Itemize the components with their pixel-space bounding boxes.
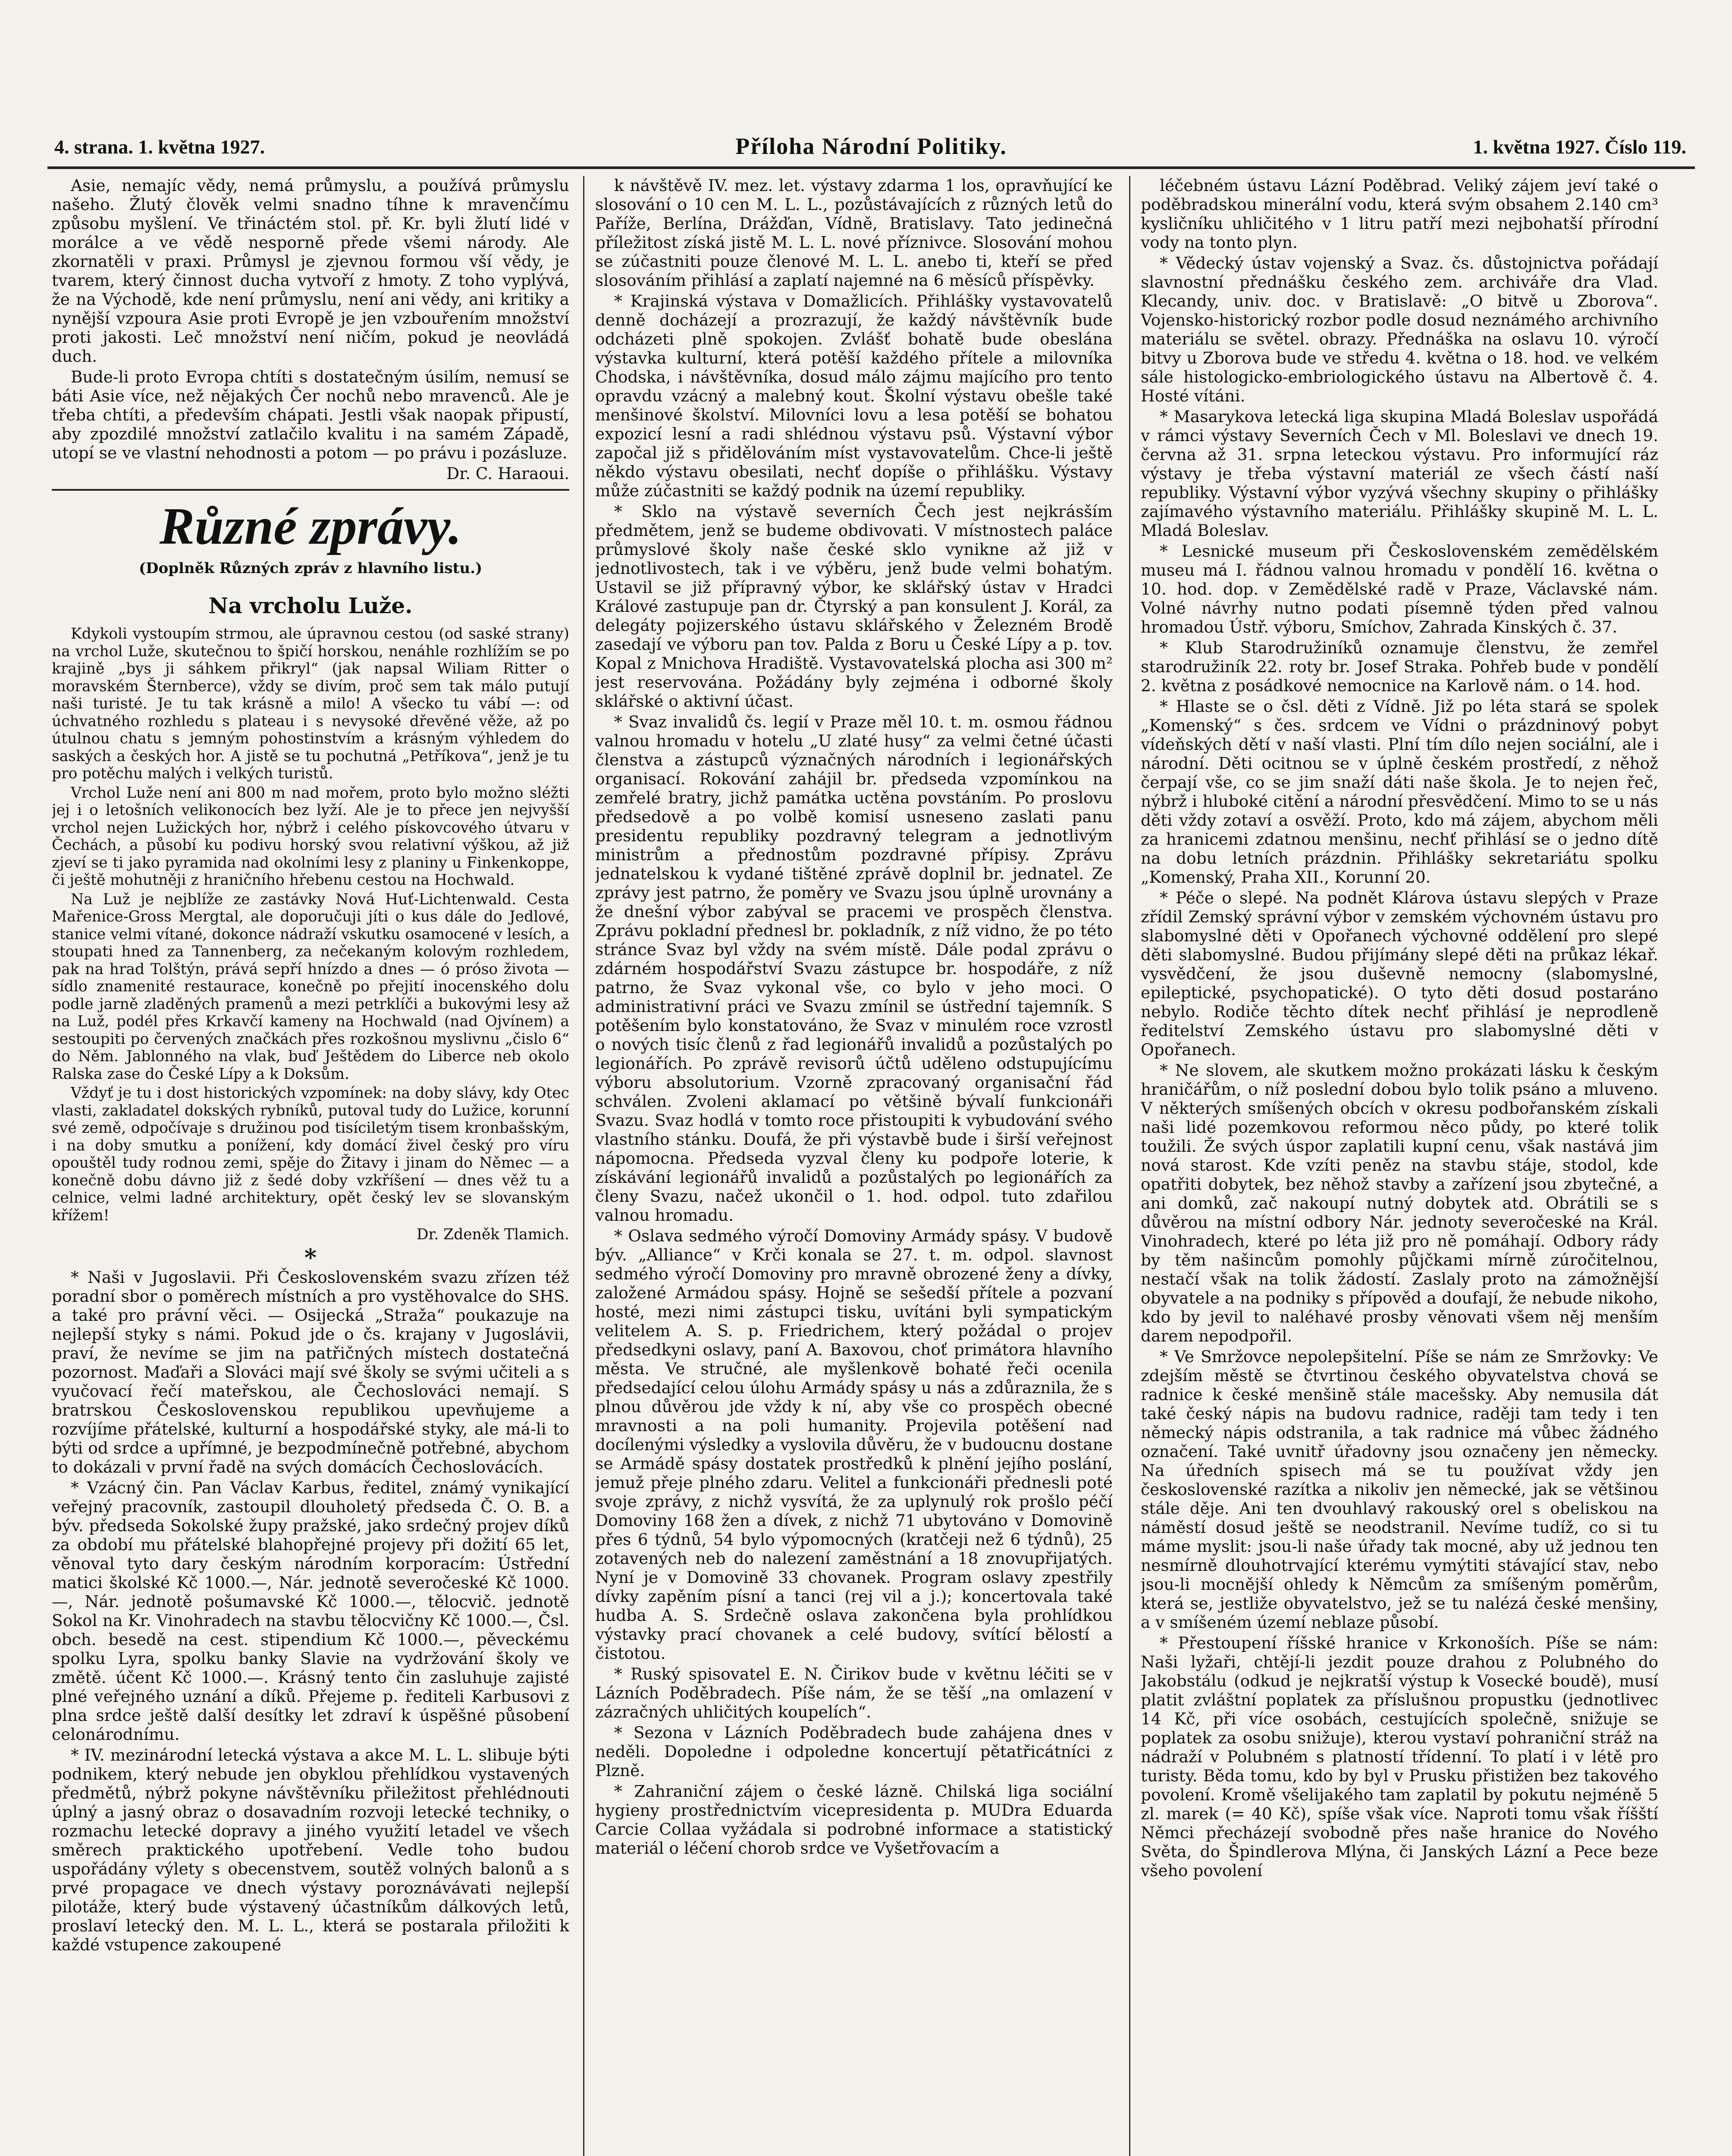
- page-number-date: 4. strana. 1. května 1927.: [54, 136, 265, 158]
- news-item: * Sklo na výstavě severních Čech jest nejkrásším předmětem, jenž se budeme obdivovati. V místnostech paláce průmyslové školy naše české sklo vynikne až již v jednotlivostech, tak i ve výběru, jenž bude velmi bohatým. Ustavil se již přípravný výbor, ke sklářský ústav v Hradci Králové zastupuje pan dr. Čtyrský a pan konsulent J. Korál, za delegáty pojizerského ústavu sklářského v Železném Brodě zasedají ve výboru pan tov. Palda z Boru u České Lípy a p. tov. Kopal z Mnichova Hradiště. Vystavovatelská plocha asi 300 m² jest reservována. Požádány byly zejména i odborné školy sklářské o aktivní účast.: [595, 502, 1113, 711]
- article-headline: Na vrcholu Luže.: [208, 593, 413, 618]
- article-paragraph: Vždyť je tu i dost historických vzpomínek: na doby slávy, kdy Otec vlasti, zakladatel dokských rybníků, putoval tudy do Lužice, korunní své země, odpočívaje s družinou pod tisíciletým tisem kronbašským, i na doby smutku a ponížení, kdy domácí živel český pro víru opouštěl tudy rodnou zemi, spěje do Žitavy i jinam do Němec — a konečně dobu dávno již z šedé doby vzkříšení — dnes věž tu a celnice, velmi ladné architektury, opět český lev se slovanským křížem!: [52, 1084, 569, 1224]
- news-item: * Ne slovem, ale skutkem možno prokázati lásku k českým hraničářům, o níž poslední dobou bylo tolik psáno a mluveno. V některých smíšených obcích v okresu podbořanském získali naši lidé pozemkovou reformou něco půdy, po které tolik toužili. Že svých úspor zaplatili kupní cenu, však nastává jim nová starost. Kde vzíti peněz na stavbu stáje, stodol, kde opatřiti dobytek, bez něhož stavby a zařízení jsou zbytečné, a ani domků, zač nakoupí nutný dobytek atd. Obrátili se s důvěrou na místní odbory Nár. jednoty severočeské na Král. Vinohradech, které po léta již pro ně pomáhají. Odbory rády by těm našincům pomohly půjčkami mírně zúročitelnou, nestačí však na tolik žádostí. Zaslaly proto na zámožnější obyvatele a na podniky s přípověd a doufají, že nebude nikoho, kdo by jevil to naléhavé prosby věnovati všem něj menším darem nepodpořil.: [1141, 1061, 1658, 1345]
- news-item: * Klub Starodružiníků oznamuje členstvu, že zemřel starodružiník 22. roty br. Josef Straka. Pohřeb bude v pondělí 2. května z posádkové nemocnice na Karlově nám. o 14. hod.: [1141, 638, 1658, 695]
- news-item: * Hlaste se o čsl. děti z Vídně. Již po léta stará se spolek „Komenský“ s čes. srdcem ve Vídni o prázdninový pobyt vídeňských dětí v naší vlasti. Plní tím dílo nejen sociální, ale i národní. Děti ocitnou se v úplně českém prostředí, z něhož čerpají vše, co se jim snaží dáti naše škola. Je to nejen řeč, nýbrž i hluboké citění a národní přesvědčení. Mimo to se u nás děti vždy zotaví a osvěží. Proto, kdo má zájem, abychom měli za hranicemi zdatnou menšinu, nechť přihlásí se o jedno dítě na dobu letních prázdnin. Přihlášky sekretariátu spolku „Komenský, Praha XII., Korunní 20.: [1141, 697, 1658, 887]
- news-item: * IV. mezinárodní letecká výstava a akce M. L. L. slibuje býti podnikem, který nebude jen obyklou přehlídkou vystavených předmětů, nýbrž pokyne návštěvníku přiležitost přehlédnouti úplný a jasný obraz o dosavadním rozvoji letecké techniky, o rozmachu letecké dopravy a jiného využití letadel ve všech směrech praktického upotřebení. Vedle toho budou uspořádány výlety s obecenstvem, soutěž volných balonů a s prvé propagace ve dnech výstavy poroznávávati nejlepší pilotáže, který bude výstavený účastníkům dálkových letů, proslaví letecký den. M. L. L., která se postarala přiložiti k každé vstupence zakoupené: [52, 1745, 569, 1954]
- section-divider: [52, 489, 569, 491]
- column-3: [1141, 176, 1658, 2156]
- news-item: * Naši v Jugoslavii. Při Československém svazu zřízen též poradní sbor o poměrech místních a pro vystěhovalce do SHS. a také pro právní věci. — Osijecká „Straža“ poukazuje na nejlepší styky s námi. Pokud jde o čs. krajany v Jugoslávii, praví, že nevíme se jim na patřičných místech dostatečná pozornost. Maďaři a Slováci mají své školy se svými učiteli a s vyučovací řečí mateřskou, ale Čechoslováci nemají. S bratrskou Československou republikou upevňujeme a rozvíjíme přátelské, kulturní a hospodářské styky, ale má-li to býti od srdce a upřímné, je bezpodmínečně potřebné, abychom to dokázali v první řadě na svých domácích Čechoslovácích.: [52, 1267, 569, 1476]
- news-item: * Svaz invalidů čs. legií v Praze měl 10. t. m. osmou řádnou valnou hromadu v hotelu „U zlaté husy“ za velmi četné účasti členstva a zástupců význačných národních i legionářských organisací. Rokování zahájil br. předseda vzpomínkou na zemřelé bratry, jichž památka uctěna povstáním. Po proslovu předsedově a po volbě komisí usneseno zaslati panu presidentu republiky pozdravný telegram a jednotlivým ministrům a přednostům pozdravné přípisy. Zprávu jednatelskou k vydané tištěné zprávě doplnil br. jednatel. Ze zprávy jest patrno, že poměry ve Svazu jsou úplně urovnány a že dnešní výbor zabýval se pracemi ve prospěch členstva. Zprávu pokladní přednesl br. pokladník, z níž vidno, že po této stránce Svaz byl vždy na svém místě. Dále podal zprávu o zdárném hospodářství Svazu zástupce br. hospodáře, z níž patrno, že Svaz vykonal vše, co bylo v jeho moci. O administrativní práci ve Svazu zmínil se ústřední tajemník. S potěšením bylo konstatováno, že Svaz v minulém roce vzrostl o nových tisíc členů z řad legionářů invalidů a pozůstalých po legionářích. Po zprávě revisorů účtů uděleno odstupujícímu výboru absolutorium. Vzorně zpracovaný organisační řád schválen. Zvoleni aklamací po většině bývalí funkcionáři Svazu. Svaz hodlá v tomto roce přistoupiti k vybudování svého vlastního stánku. Doufá, že při výstavbě bude i širší veřejnost nápomocna. Předseda vyzval členy ku podpoře loterie, k získávání legionářů invalidů a pozůstalých po legionářích za členy Svazu, načež ukončil o 1. hod. odpol. tuto zdařilou valnou hromadu.: [595, 712, 1113, 1225]
- supplement-title: Příloha Národní Politiky.: [735, 133, 1007, 159]
- issue-date-number: 1. května 1927. Číslo 119.: [1473, 136, 1686, 158]
- news-item: * Masarykova letecká liga skupina Mladá Boleslav uspořádá v rámci výstavy Severních Čech v Ml. Boleslavi ve dnech 19. června až 31. srpna leteckou výstavu. Pro informující ráz výstavy je třeba výstavní materiál ze všech částí naší republiky. Výstavní výbor vyzývá všechny skupiny o přihlášky zajímavého výstavního materiálu. Přihlášky skupině M. L. L. Mladá Boleslav.: [1141, 407, 1658, 540]
- masthead: [47, 129, 1695, 169]
- newspaper-page: [47, 129, 1695, 2156]
- article-paragraph: Asie, nemajíc vědy, nemá průmyslu, a používá průmyslu našeho. Žlutý člověk velmi snadno tíhne k mravenčímu způsobu myšlení. Ve třináctém stol. př. Kr. byli žlutí lidé v morálce a ve vědě nesporně přede všemi národy. Ale zkornatěli v praxi. Průmysl je zjevnou formou vší vědy, je tvarem, který činnost ducha vytvoří z hmoty. Z toho vyplývá, že na Východě, kde není průmyslu, není ani vědy, ani kritiky a nynější vzpoura Asie proti Evropě je jen vzbouřením množství proti jakosti. Leč množství není ničím, pokud je neovládá duch.: [52, 176, 569, 366]
- news-item: * Ve Smržovce nepolepšitelní. Píše se nám ze Smržovky: Ve zdejším městě se čtvrtinou českého obyvatelstva chová se radnice k české menšině stále macešsky. Aby nemusila dát také český nápis na budovu radnice, raději tam tedy i ten německý nápis odstranila, a tak radnice má vůbec žádného označení. Také uvnitř úřadovny jsou označeny jen německy. Na úředních spisech má se tu používat vždy jen československé razítka a nikoliv jen německé, jak se většinou stále děje. Ani ten dvouhlavý rakouský orel s obeliskou na náměstí dosud ještě se neodstranil. Nevíme tudíž, co si tu máme myslit: jsou-li naše úřady tak mocné, aby už jednou ten nesmírně dlouhotrvající kterému vymýtiti stávající stav, nebo jsou-li mocnější ohledy k Němcům za smíšeným poměrům, která se, jestliže obyvatelstvo, jež se tu nalézá české menšiny, a v smíšeném území neblaze působí.: [1141, 1347, 1658, 1632]
- column-rule: [583, 176, 584, 2156]
- section-subtitle: (Doplněk Různých zpráv z hlavního listu.): [138, 560, 483, 577]
- column-rule: [1129, 176, 1130, 2156]
- article-paragraph: Kdykoli vystoupím strmou, ale úpravnou cestou (od saské strany) na vrchol Luže, skutečnou to špičí horskou, nenáhle rozhlížím se po krajině „bys ji sáhkem přikryl“ (jak napsal Wiliam Ritter o moravském Šternberce), vždy se divím, proč sem tak málo putují naši turisté. Je tu tak krásně a milo! A všecko tu vábí —: od úchvatného rozhledu s plateau i s nevysoké dřevěné věže, až po útulnou chatu s jemným pohostinstvím a krásným výhledem do saských a českých hor. A jistě se tu pochutná „Petříkova“, jenž je tu pro potěchu malých i velkých turistů.: [52, 625, 569, 782]
- news-item: * Péče o slepé. Na podnět Klárova ústavu slepých v Praze zřídil Zemský správní výbor v zemském výchovném ústavu pro slabomyslné děti v Opořanech výchovné oddělení pro slepé děti slabomyslné. Budou přijímány slepé děti na průkaz lékař. vysvědčení, že jsou duševně nemocny (slabomyslné, epileptické, psychopatické). O tyto děti dosud postaráno nebylo. Rodiče těchto dítek nechť přihlásí je neprodleně ředitelství Zemského ústavu pro slabomyslné děti v Opořanech.: [1141, 888, 1658, 1059]
- column-1: [52, 176, 569, 2156]
- news-item: * Přestoupení říšské hranice v Krkonoších. Píše se nám: Naši lyžaři, chtějí-li jezdit pouze drahou z Polubného do Jakobstálu (odkud je nejkratší výstup k Vosecké boudě), musí platit zvláštní poplatek za příslušnou propustku (jednotlivec 14 Kč, při více osobách, cestujících společně, snižuje se poplatek za osobu snižuje), kterou vystaví pohraniční stráž na nádraží v Polubném s platností třídenní. To platí i v létě pro turisty. Běda tomu, kdo by byl v Prusku přistižen bez takového povolení. Kromě všelijakého tam zaplatil by pokutu nejméně 5 zl. marek (= 40 Kč), spíše však více. Naproti tomu však říšští Němci přecházejí svobodně přes naše hranice do Nového Světa, do Špindlerova Mlýna, či Janských Lázní a Pece beze všeho povolení: [1141, 1633, 1658, 1880]
- news-item: * Krajinská výstava v Domažlicích. Přihlášky vystavovatelů denně docházejí a prozrazují, že každý návštěvník bude odcházeti plně spokojen. Zvlášť bohatě bude obeslána výstavka kulturní, která potěší každého přítele a milovníka Chodska, i návštěvníka, dosud málo zájmu majícího pro tento opravdu vzácný a malebný kout. Školní výstavu obešle také menšinové školství. Milovníci lovu a lesa potěší se bohatou expozicí lesní a radi shlédnou výstavu psů. Výstavní výbor započal již s přidělováním míst vystavovatelům. Chce-li ještě někdo výstavu obesilati, nechť dopíše o přihlášku. Výstavy může zúčastniti se každý podnik na území republiky.: [595, 291, 1113, 500]
- asterisk-divider: *: [304, 1243, 317, 1271]
- news-item: * Oslava sedmého výročí Domoviny Armády spásy. V budově býv. „Alliance“ v Krči konala se 27. t. m. odpol. slavnost sedmého výročí Domoviny pro mravně obrozené ženy a dívky, založené Armádou spásy. Hojně se sešedší přítele a pozvaní hosté, mezi nimi zástupci tisku, uvítáni byli sympatickým velitelem A. S. p. Friedrichem, který požádal o projev předsedkyni oslavy, paní A. Baxovou, choť primátora hlavního města. Ve stručné, ale myšlenkově bohaté řeči ocenila předsedající celou úlohu Armády spásy u nás a zdůraznila, že s plnou důvěrou jde vždy k ní, aby vše co prospěch obecné mravnosti a na poli humanity. Projevila potěšení nad docílenými výsledky a vyslovila důvěru, že v budoucnu dostane se Armádě spásy dostatek prostředků k plnění jejího poslání, jemuž přeje plného zdaru. Velitel a funkcionáři přednesli poté svoje zprávy, z nichž vysvítá, že za uplynulý rok prošlo péčí Domoviny 168 žen a dívek, z nichž 71 ubytováno v Domovině přes 6 týdnů, 54 bylo výpomocných (kratčeji než 6 týdnů), 25 zotavených neb do nalezení zaměstnání a 18 znovupřijatých. Nyní je v Domovině 33 chovanek. Program oslavy zpestřily dívky zapěním písní a tanci (rej vil a j.); koncertovala také hudba A. S. Srdečně oslava zakončena byla prohlídkou výstavky prací chovanek a celé budovy, svítící bělostí a čistotou.: [595, 1226, 1113, 1663]
- column-2: [595, 176, 1113, 2156]
- news-item: * Sezona v Lázních Poděbradech bude zahájena dnes v neděli. Dopoledne i odpoledne koncertují pětatřicátníci z Plzně.: [595, 1723, 1113, 1780]
- news-item: k návštěvě IV. mez. let. výstavy zdarma 1 los, opravňující ke slosování o 10 cen M. L. L., pozůstávajících z různých letů do Paříže, Berlína, Drážďan, Vídně, Bratislavy. Tato jedinečná příležitost získá jistě M. L. L. nové příznivce. Slosování mohou se zúčastniti pouze členové M. L. L. anebo ti, kteří se před slosováním přihlásí a zaplatí najemné na 6 měsíců příspěvky.: [595, 176, 1113, 290]
- author-signature: Dr. Zdeněk Tlamich.: [416, 1226, 569, 1243]
- news-item: * Lesnické museum při Československém zemědělském museu má I. řádnou valnou hromadu v pondělí 16. května o 10. hod. dop. v Zemědělské radě v Praze, Václavské nám. Volné návrhy nutno podati písemně týden před valnou hromadou Ústř. výboru, Smíchov, Zahrada Kinských č. 37.: [1141, 542, 1658, 636]
- article-paragraph: Vrchol Luže není ani 800 m nad mořem, proto bylo možno sléžti jej i o letošních velikonocích bez lyží. Ale je to přece jen nejvyšší vrchol nejen Lužických hor, nýbrž i celého pískovcového útvaru v Čechách, a působí ku podivu horský svou relativní výškou, až již zjeví se ti jako pyramida nad okolními lesy z planiny u Finkenkoppe, či ještě mohutněji z hraničního hřebenu cestou na Hochwald.: [52, 784, 569, 889]
- news-item: léčebném ústavu Lázní Poděbrad. Veliký zájem jeví také o poděbradskou minerální vodu, která svým obsahem 2.140 cm³ kysličníku uhličitého v 1 litru patří mezi nejbohatší přírodní vody na tonto plyn.: [1141, 176, 1658, 252]
- news-item: * Vzácný čin. Pan Václav Karbus, ředitel, známý vynikající veřejný pracovník, zastoupil dlouholetý předseda Č. O. B. a býv. předseda Sokolské župy pražské, jako srdečný projev díků za období mu přátelské blahopřejné projevy při dožití 65 let, věnoval tyto dary českým národním korporacím: Ústřední matici školské Kč 1000.—, Nár. jednotě severočeské Kč 1000.—, Nár. jednotě pošumavské Kč 1000.—, tělocvič. jednotě Sokol na Kr. Vinohradech na stavbu tělocvičny Kč 1000.—, Čsl. obch. besedě na cest. stipendium Kč 1000.—, pěveckému spolku Lyra, spolku banky Slavie na vydržování školy ve změtě. účent Kč 1000.—. Krásný tento čin zasluhuje zajisté plné veřejného uznání a díků. Přejeme p. řediteli Karbusovi z plna srdce ještě další desítky let zdraví k úspěšné působení celonárodnímu.: [52, 1478, 569, 1744]
- news-item: * Zahraniční zájem o české lázně. Chilská liga sociální hygieny prostřednictvím vicepresidenta p. MUDra Eduarda Carcie Collaa vyžádala si podrobné informace a statistický materiál o léčení chorob srdce ve Vyšetřovacím a: [595, 1782, 1113, 1858]
- author-signature: Dr. C. Haraoui.: [446, 464, 569, 483]
- news-item: * Vědecký ústav vojenský a Svaz. čs. důstojnictva pořádají slavnostní přednášku českého zem. archiváře dra Vlad. Klecandy, univ. doc. v Bratislavě: „O bitvě u Zborova“. Vojensko-historický rozbor podle dosud neznámého archivního materiálu se světel. obrazy. Přednáška na oslavu 10. výročí bitvy u Zborova bude ve středu 4. května o 18. hod. ve velkém sále histologicko-embriologického ústavu na Albertově č. 4. Hosté vítáni.: [1141, 254, 1658, 405]
- section-title: Různé zprávy.: [159, 497, 462, 555]
- news-item: * Ruský spisovatel E. N. Čirikov bude v květnu léčiti se v Lázních Poděbradech. Píše nám, že se těší „na omlazení v zázračných uhličitých koupelích“.: [595, 1664, 1113, 1721]
- article-paragraph: Na Luž je nejblíže ze zastávky Nová Huť-Lichtenwald. Cesta Mařenice-Gross Mergtal, ale doporučuji jíti o kus dále do Jedlové, stanice velmi vítané, dokonce nádraží vskutku osamocené v lesích, a stoupati hned za Tannenberg, za nečekaným kolovým rozhledem, pak na hrad Tolštýn, prává sepří hnízdo a dnes — ó próso života — sídlo znamenité restaurace, konečně po přejití inocenského dolu podle jarně zladěných pramenů a mezi petrklíči a bukovými lesy až na Luž, podél přes Krkavčí kameny na Hochwald (nad Ojvínem) a sestoupiti po červených značkách přes rozkošnou myslivnu „čislo 6“ do Něm. Jablonného na vlak, buď Ještědem do Liberce neb okolo Ralska zase do České Lípy a k Doksům.: [52, 890, 569, 1083]
- article-paragraph: Bude-li proto Evropa chtíti s dostatečným úsilím, nemusí se báti Asie více, než nějakých Čer nochů nebo mravenců. Ale je třeba chtíti, a především chápati. Jestli však naopak připustí, aby zpozdilé množství zatlačilo kvalitu i na samém Západě, utopí se ve vlastní nehodnosti a potom — po právu i pozásluze.: [52, 367, 569, 462]
